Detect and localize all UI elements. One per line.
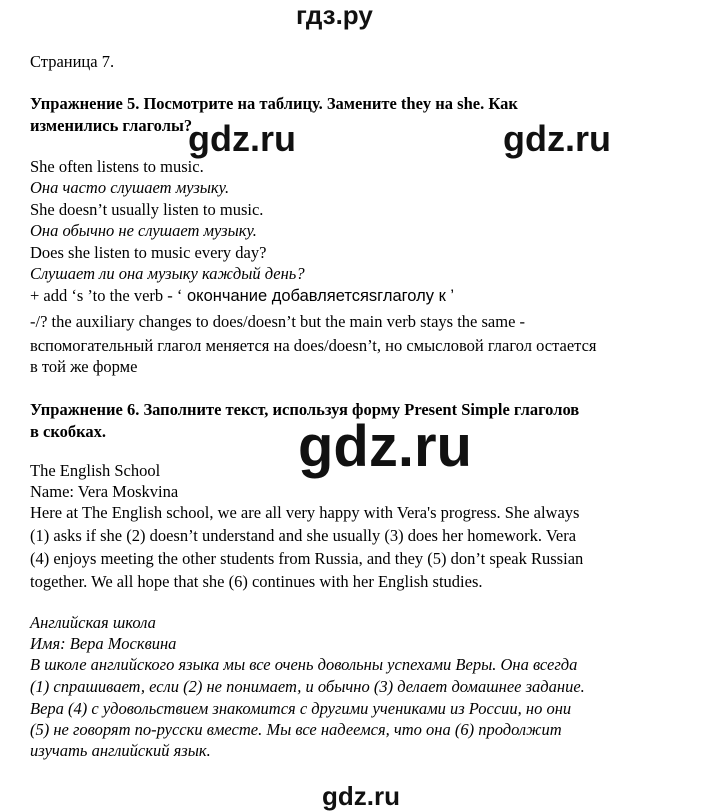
exercise6-en-line: Name: Vera Moskvina <box>30 482 179 501</box>
exercise5-sentence-ru: Она часто слушает музыку. <box>30 178 230 197</box>
watermark-bottom: gdz.ru <box>322 781 400 811</box>
exercise6-ru-line: Вера (4) с удовольствием знакомится с другими учениками из России, но они <box>30 699 572 718</box>
exercise5-title-line2: изменились глаголы? <box>30 116 193 135</box>
exercise6-title-line2: в скобках. <box>30 422 107 441</box>
exercise5-sentence-ru: Слушает ли она музыку каждый день? <box>30 264 305 283</box>
rule-plus-ru: окончание добавляетсяsглаголу к ’ <box>182 287 455 305</box>
exercise6-ru-line: Английская школа <box>30 613 156 632</box>
exercise5-rule-neg-line3: в той же форме <box>30 357 138 376</box>
exercise6-title-line1: Упражнение 6. Заполните текст, используя форму Present Simple глаголов <box>30 400 580 419</box>
exercise6-ru-line: изучать английский язык. <box>30 741 211 760</box>
watermark-top: гдз.ру <box>296 0 373 30</box>
exercise6-en-line: Here at The English school, we are all very happy with Vera's progress. She always <box>30 503 580 522</box>
exercise5-sentence-en: She doesn’t usually listen to music. <box>30 200 264 219</box>
watermark-mid-left: gdz.ru <box>188 118 296 159</box>
exercise5-rule-neg-line1: -/? the auxiliary changes to does/doesn’t but the main verb stays the same - <box>30 312 526 331</box>
exercise6-en-line: (1) asks if she (2) doesn’t understand and she usually (3) does her homework. Vera <box>30 526 577 545</box>
exercise6-ru-line: (5) не говорят по-русски вместе. Мы все надеемся, что она (6) продолжит <box>30 720 562 739</box>
page-label: Страница 7. <box>30 52 115 71</box>
exercise6-ru-line: (1) спрашивает, если (2) не понимает, и обычно (3) делает домашнее задание. <box>30 677 585 696</box>
exercise5-sentence-en: Does she listen to music every day? <box>30 243 267 262</box>
watermark-center: gdz.ru <box>298 414 472 479</box>
watermark-mid-right: gdz.ru <box>503 118 611 159</box>
exercise5-rule-plus <box>30 286 454 306</box>
exercise6-en-line: together. We all hope that she (6) continues with her English studies. <box>30 572 483 591</box>
exercise6-ru-line: Имя: Вера Москвина <box>30 634 177 653</box>
rule-plus-en: + add ‘s ’to the verb - ‘ <box>30 286 183 305</box>
exercise6-en-line: The English School <box>30 461 161 480</box>
exercise6-en-line: (4) enjoys meeting the other students from Russia, and they (5) don’t speak Russian <box>30 549 584 568</box>
exercise5-title-line1: Упражнение 5. Посмотрите на таблицу. Замените they на she. Как <box>30 94 518 113</box>
exercise5-sentence-ru: Она обычно не слушает музыку. <box>30 221 257 240</box>
exercise5-sentence-en: She often listens to music. <box>30 157 204 176</box>
exercise5-rule-neg-line2: вспомогательный глагол меняется на does/doesn’t, но смысловой глагол остается <box>30 336 597 355</box>
exercise6-ru-line: В школе английского языка мы все очень довольны успехами Веры. Она всегда <box>30 655 578 674</box>
